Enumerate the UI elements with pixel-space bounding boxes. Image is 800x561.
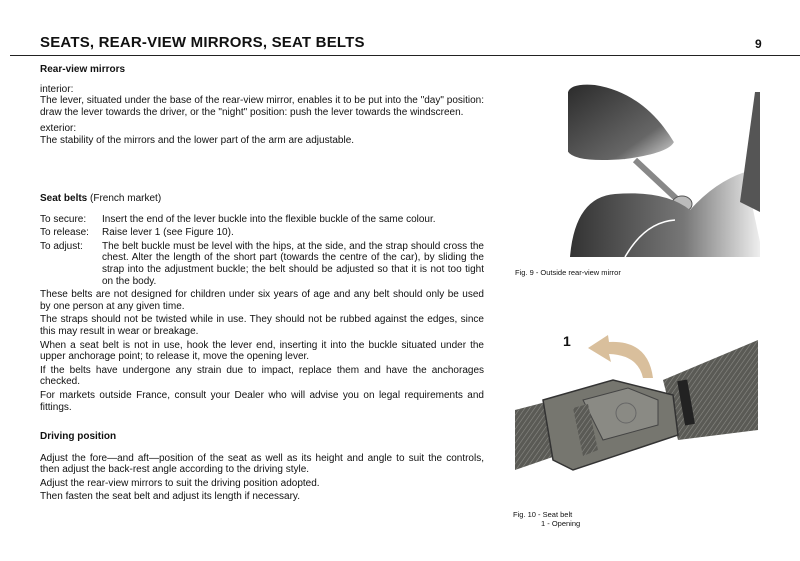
belt-paragraph: If the belts have undergone any strain due to impact, replace them and have the anchorages checked.: [40, 364, 484, 388]
driving-paragraph: Adjust the fore—and aft—position of the seat as well as its height and angle to suit the controls, then adjust the back-rest angle according to the driving style.: [40, 452, 484, 476]
instruction-text: The belt buckle must be level with the hips, at the side, and the strap should cross the chest. Alter the length of the short part (towards the centre of the car), by sliding the strap into the adjustment buckle; the belt should be adjusted so that it is not too tight on the body.: [102, 240, 484, 287]
seat-belts-section: [40, 193, 484, 413]
driving-section: [40, 431, 484, 503]
mirror-head: [567, 84, 675, 161]
instruction-text: Insert the end of the lever buckle into the flexible buckle of the same colour.: [102, 213, 436, 225]
seat-belts-subtitle: (French market): [90, 193, 162, 204]
driving-heading: Driving position: [40, 431, 117, 442]
exterior-label: exterior:: [40, 123, 77, 135]
exterior-text: The stability of the mirrors and the lower part of the arm are adjustable.: [40, 134, 355, 146]
belt-paragraph: The straps should not be twisted while in use. They should not be rubbed against the edges, since this may result in wear or breakage.: [40, 314, 484, 337]
driving-paragraph: Adjust the rear-view mirrors to suit the driving position adopted.: [40, 477, 320, 489]
figure-10-caption-legend: 1 - Opening: [541, 519, 581, 528]
belt-instructions: [40, 214, 484, 288]
instruction-adjust: [40, 241, 484, 287]
belt-paragraph: When a seat belt is not in use, hook the lever end, inserting it into the buckle situated under the upper anchorage point; to release it, move the opening lever.: [40, 339, 484, 363]
mirrors-section: [40, 64, 484, 147]
figure-10-caption: [513, 510, 580, 528]
figure-9-caption: Fig. 9 - Outside rear-view mirror: [515, 268, 621, 277]
instruction-text: Raise lever 1 (see Figure 10).: [102, 227, 234, 239]
instruction-secure: [40, 214, 484, 226]
instruction-term: To adjust:: [40, 240, 83, 252]
interior-label: interior:: [40, 83, 74, 95]
interior-text: The lever, situated under the base of the rear-view mirror, enables it to be put into the "day" position: draw the lever towards the driver, or the "night" position: push the lever towards the windscreen.: [40, 95, 484, 118]
window-frame: [740, 92, 760, 212]
opening-arrow-icon: [588, 335, 653, 378]
belt-paragraph: For markets outside France, consult your Dealer who will advise you on legal requirements and fittings.: [40, 389, 484, 413]
page-number: 9: [755, 37, 762, 51]
driving-paragraph: Then fasten the seat belt and adjust its length if necessary.: [40, 491, 300, 503]
belt-paragraph: These belts are not designed for children under six years of age and any belt should only be used by one person at any given time.: [40, 289, 484, 312]
figure-10-seat-belt-photo: [513, 320, 763, 495]
mirrors-heading: Rear-view mirrors: [40, 64, 126, 75]
instruction-release: [40, 227, 484, 239]
callout-1: 1: [563, 333, 571, 349]
figure-10-caption-title: Fig. 10 - Seat belt: [513, 510, 573, 519]
seat-belts-heading: Seat belts: [40, 193, 88, 204]
instruction-term: To release:: [40, 227, 89, 239]
page-title: SEATS, REAR-VIEW MIRRORS, SEAT BELTS: [40, 34, 365, 51]
header-rule: [10, 55, 800, 56]
instruction-term: To secure:: [40, 213, 87, 225]
figure-9-mirror-photo: [555, 82, 765, 262]
